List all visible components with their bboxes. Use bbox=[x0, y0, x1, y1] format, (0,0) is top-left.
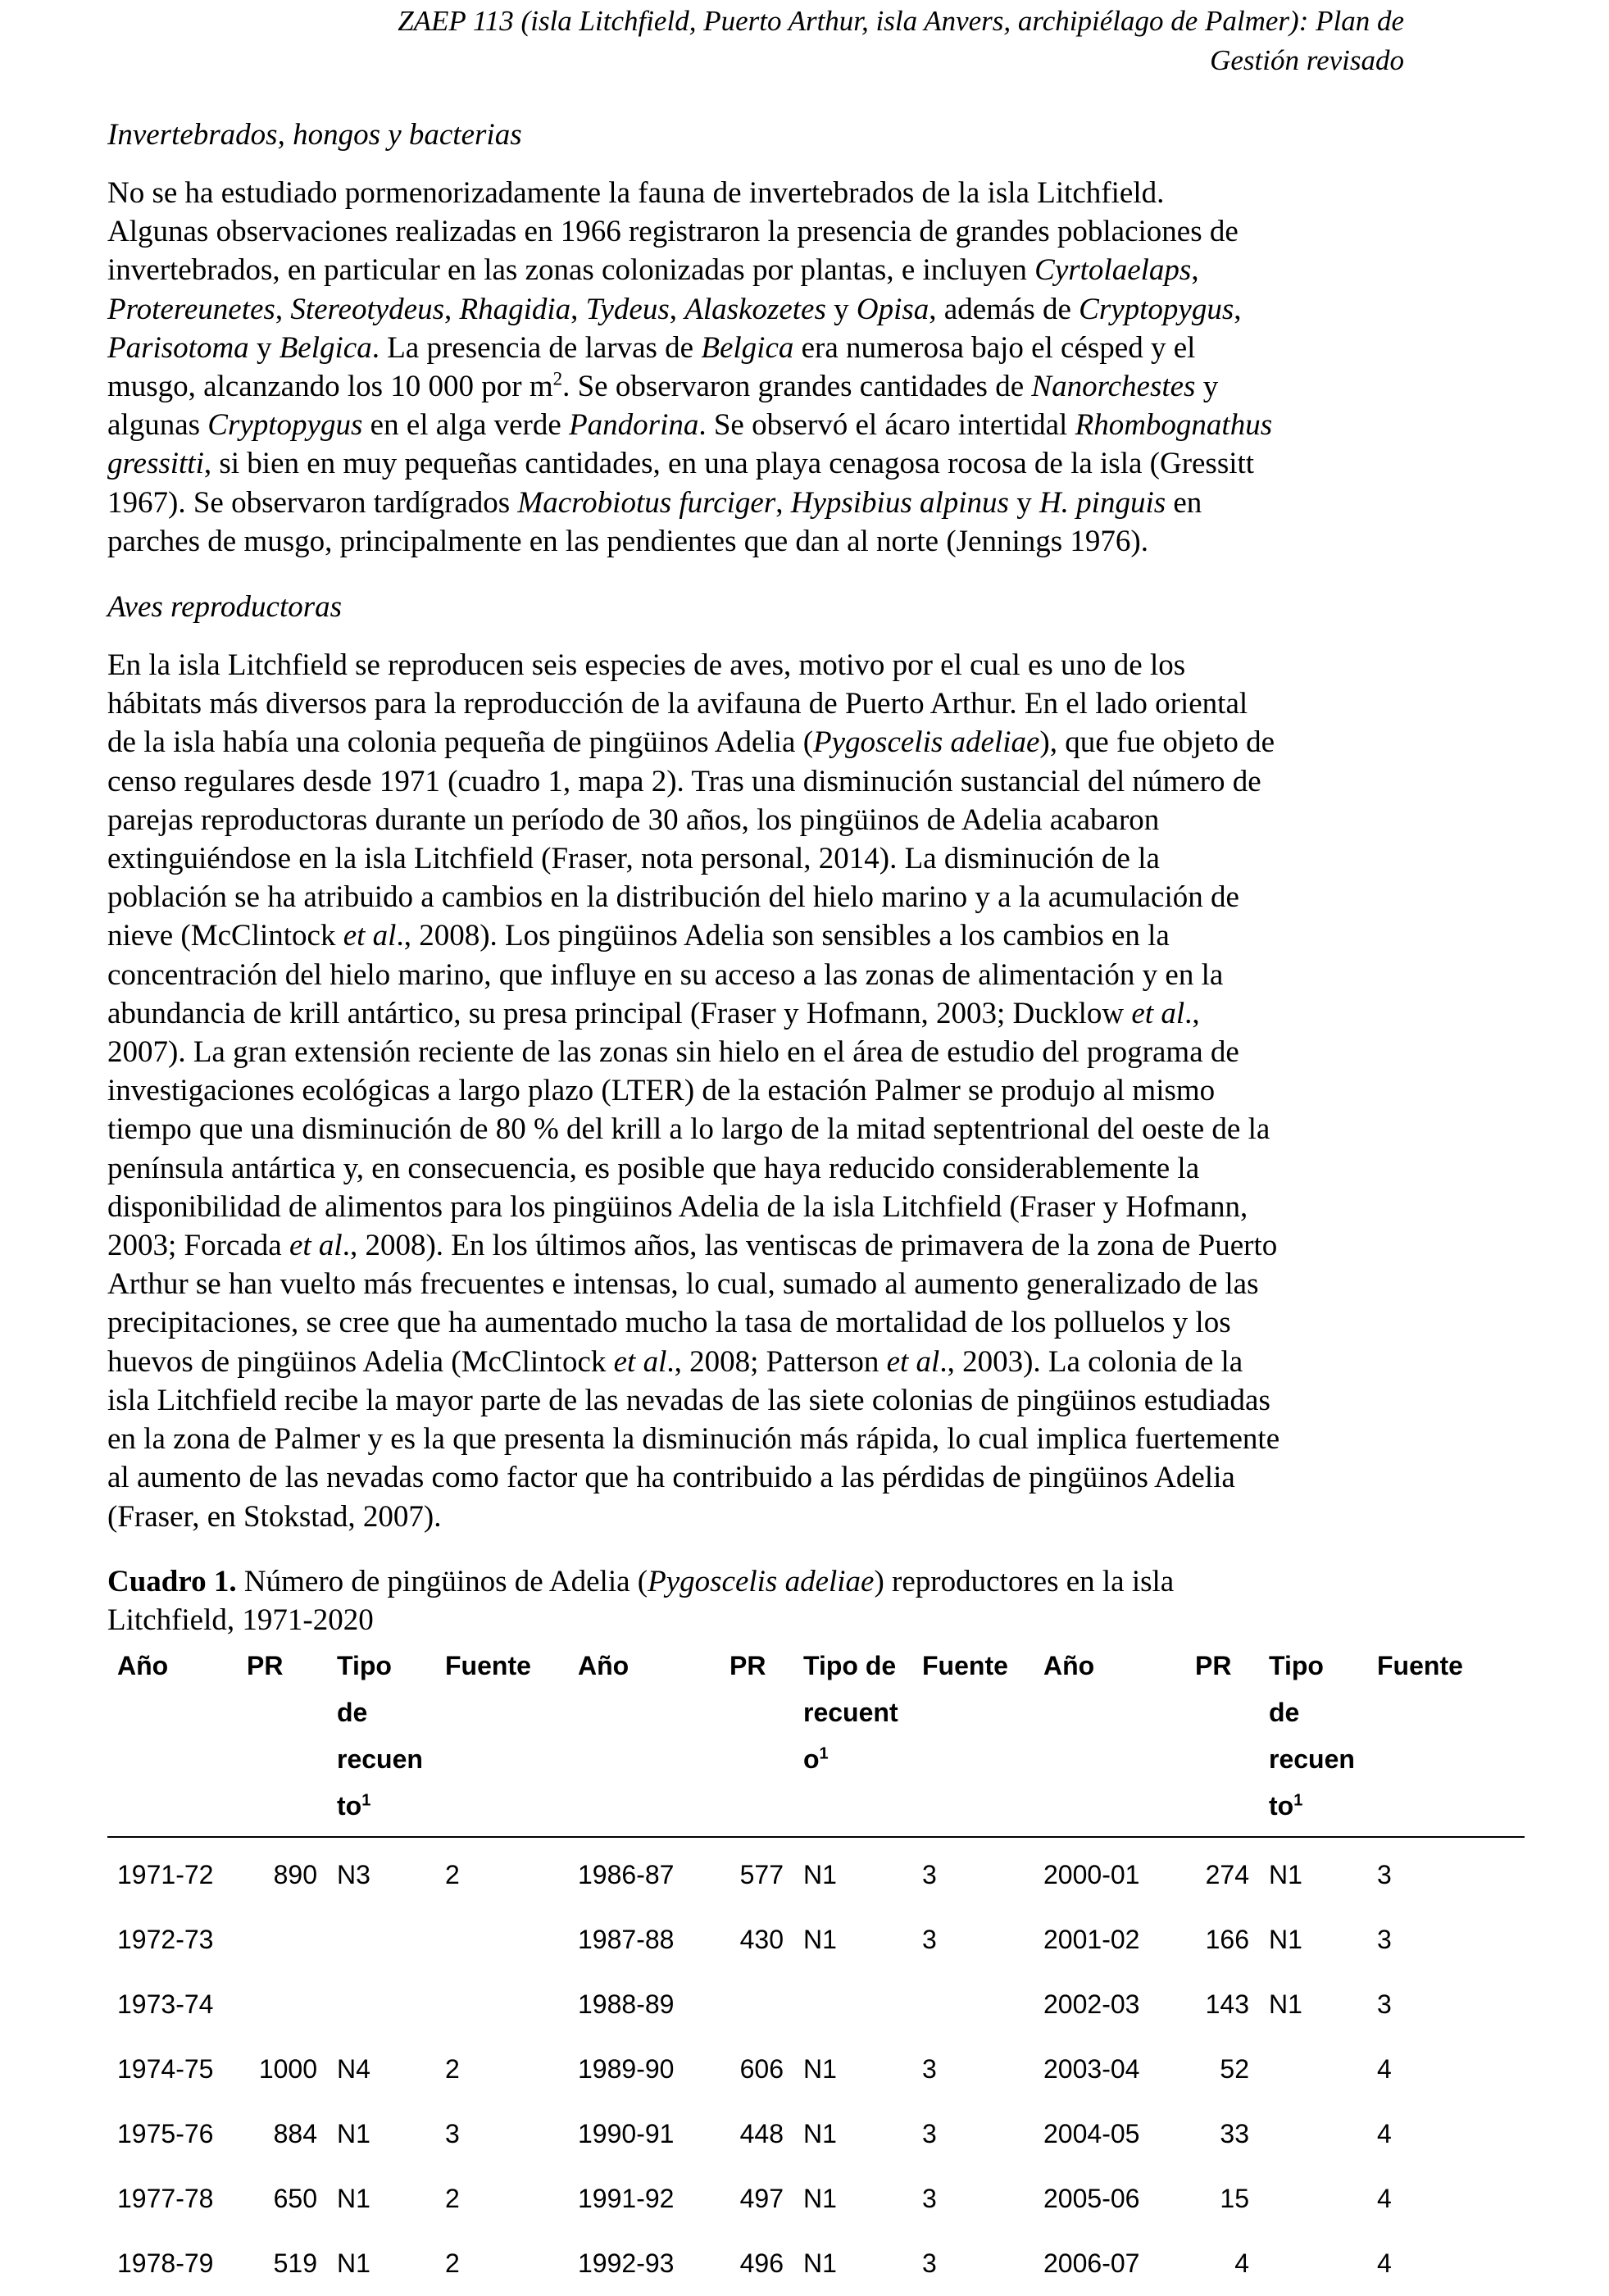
table-cell: 1991-92 bbox=[578, 2184, 675, 2213]
table-cell: N3 bbox=[337, 1860, 370, 1889]
breeding-birds-line: disponibilidad de alimentos para los pingüinos Adelia de la isla Litchfield (Fraser y Hofmann, bbox=[107, 1189, 1248, 1224]
table-cell: 1975-76 bbox=[117, 2119, 214, 2148]
table-cell: 274 bbox=[1205, 1860, 1249, 1889]
table-cell: N1 bbox=[337, 2248, 370, 2278]
column-header: PR bbox=[1185, 1639, 1259, 1837]
table-cell: 2 bbox=[445, 2184, 460, 2213]
table-cell: 2003-04 bbox=[1043, 2054, 1140, 2084]
table-cell bbox=[237, 1907, 327, 1972]
invertebrates-line: musgo, alcanzando los 10 000 por $m^2$. Se observaron grandes cantidades de Nanorchestes y bbox=[107, 368, 1219, 404]
table-cell bbox=[435, 1907, 568, 1972]
table-cell: 2 bbox=[445, 1860, 460, 1889]
table-row bbox=[107, 2037, 1525, 2102]
table-cell: 3 bbox=[922, 1860, 937, 1889]
table-cell bbox=[435, 1972, 568, 2037]
table-cell: 3 bbox=[922, 2119, 937, 2148]
column-header: Fuente bbox=[1367, 1639, 1525, 1837]
table-cell bbox=[1259, 2231, 1367, 2296]
breeding-birds-line: extinguiéndose en la isla Litchfield (Fraser, nota personal, 2014). La disminución de la bbox=[107, 842, 1160, 876]
section-title-invertebrates: Invertebrados, hongos y bacterias bbox=[107, 118, 522, 152]
table-cell: 497 bbox=[739, 2184, 784, 2213]
table-cell: N1 bbox=[337, 2119, 370, 2148]
table-row bbox=[107, 2231, 1525, 2296]
table-cell: 33 bbox=[1220, 2119, 1249, 2148]
breeding-birds-line: isla Litchfield recibe la mayor parte de las nevadas de las siete colonias de pingüinos estudiadas bbox=[107, 1383, 1270, 1417]
table-cell: N1 bbox=[803, 1860, 837, 1889]
table-cell bbox=[327, 1907, 435, 1972]
table-cell: 1977-78 bbox=[117, 2184, 214, 2213]
table-cell: 1992-93 bbox=[578, 2248, 675, 2278]
table-body bbox=[107, 1837, 1525, 2296]
table-cell: N1 bbox=[337, 2184, 370, 2213]
table-cell: 1972-73 bbox=[117, 1925, 214, 1954]
breeding-birds-line: En la isla Litchfield se reproducen seis especies de aves, motivo por el cual es uno de los bbox=[107, 648, 1186, 683]
table-cell: 3 bbox=[1377, 1860, 1392, 1889]
table-cell: 4 bbox=[1377, 2054, 1392, 2084]
table-cell: 2000-01 bbox=[1043, 1860, 1140, 1889]
table-row bbox=[107, 1837, 1525, 1907]
table-cell: 2002-03 bbox=[1043, 1989, 1140, 2019]
breeding-birds-line: abundancia de krill antártico, su presa principal (Fraser y Hofmann, 2003; Ducklow et al., bbox=[107, 996, 1200, 1030]
table-cell: 1974-75 bbox=[117, 2054, 214, 2084]
running-header bbox=[257, 2, 1404, 80]
table-row bbox=[107, 2102, 1525, 2166]
table-cell: 3 bbox=[922, 2054, 937, 2084]
table-cell: 519 bbox=[273, 2248, 317, 2278]
table-cell: 3 bbox=[922, 1925, 937, 1954]
caption-line: Litchfield, 1971-2020 bbox=[107, 1603, 374, 1637]
table-cell: N1 bbox=[1269, 1989, 1302, 2019]
header-line-1: ZAEP 113 (isla Litchfield, Puerto Arthur, isla Anvers, archipiélago de Palmer): Plan de bbox=[398, 5, 1404, 37]
table-cell bbox=[327, 1972, 435, 2037]
invertebrates-line: Algunas observaciones realizadas en 1966 registraron la presencia de grandes poblaciones de bbox=[107, 215, 1239, 249]
breeding-birds-line: tiempo que una disminución de 80 % del krill a lo largo de la mitad septentrional del oeste de la bbox=[107, 1112, 1270, 1147]
table-cell: N1 bbox=[803, 2119, 837, 2148]
table-cell: 52 bbox=[1220, 2054, 1249, 2084]
section-title-breeding-birds: Aves reproductoras bbox=[107, 590, 343, 625]
breeding-birds-line: censo regulares desde 1971 (cuadro 1, mapa 2). Tras una disminución sustancial del número de bbox=[107, 764, 1261, 798]
breeding-birds-line: en la zona de Palmer y es la que presenta la disminución más rápida, lo cual implica fuertemente bbox=[107, 1422, 1280, 1457]
breeding-birds-line: 2007). La gran extensión reciente de las zonas sin hielo en el área de estudio del programa de bbox=[107, 1035, 1239, 1070]
table-cell: 15 bbox=[1220, 2184, 1249, 2213]
table-cell: N1 bbox=[803, 1925, 837, 1954]
breeding-birds-line: población se ha atribuido a cambios en la distribución del hielo marino y a la acumulación de bbox=[107, 880, 1239, 915]
table-row bbox=[107, 1907, 1525, 1972]
penguin-count-table bbox=[107, 1639, 1525, 2296]
column-header: Fuente bbox=[435, 1639, 568, 1837]
invertebrates-line: Parisotoma y Belgica. La presencia de larvas de Belgica era numerosa bajo el césped y el bbox=[107, 330, 1196, 365]
table-cell: N4 bbox=[337, 2054, 370, 2084]
table-cell bbox=[1259, 2102, 1367, 2166]
table-cell: 3 bbox=[922, 2184, 937, 2213]
table-cell: 2005-06 bbox=[1043, 2184, 1140, 2213]
table-cell bbox=[1259, 2166, 1367, 2231]
header-line-2: Gestión revisado bbox=[1210, 44, 1404, 76]
table-cell: 2 bbox=[445, 2054, 460, 2084]
breeding-birds-line: 2003; Forcada et al., 2008). En los últimos años, las ventiscas de primavera de la zona de Puerto bbox=[107, 1229, 1278, 1263]
table-cell: 2001-02 bbox=[1043, 1925, 1140, 1954]
table-cell: 2 bbox=[445, 2248, 460, 2278]
table-cell: 1000 bbox=[258, 2054, 317, 2084]
table-cell: 884 bbox=[273, 2119, 317, 2148]
breeding-birds-line: nieve (McClintock et al., 2008). Los pingüinos Adelia son sensibles a los cambios en la bbox=[107, 919, 1170, 953]
column-header: Año bbox=[1034, 1639, 1185, 1837]
paragraph-invertebrates bbox=[107, 174, 1419, 561]
table-cell bbox=[912, 1972, 1034, 2037]
table-cell: 430 bbox=[739, 1925, 784, 1954]
table-caption bbox=[107, 1562, 1419, 1639]
table-cell: N1 bbox=[803, 2248, 837, 2278]
table-cell: 166 bbox=[1205, 1925, 1249, 1954]
column-header: PR bbox=[720, 1639, 793, 1837]
table-row bbox=[107, 2166, 1525, 2231]
table-cell: 3 bbox=[1377, 1925, 1392, 1954]
table-cell bbox=[1259, 2037, 1367, 2102]
breeding-birds-line: (Fraser, en Stokstad, 2007). bbox=[107, 1499, 442, 1534]
table-cell: 1986-87 bbox=[578, 1860, 675, 1889]
table-cell: 4 bbox=[1377, 2119, 1392, 2148]
breeding-birds-line: investigaciones ecológicas a largo plazo (LTER) de la estación Palmer se produjo al mismo bbox=[107, 1074, 1216, 1108]
table-cell bbox=[720, 1972, 793, 2037]
table-cell: 3 bbox=[1377, 1989, 1392, 2019]
invertebrates-line: algunas Cryptopygus en el alga verde Pandorina. Se observó el ácaro intertidal Rhombognathus bbox=[107, 408, 1273, 443]
invertebrates-line: 1967). Se observaron tardígrados Macrobiotus furciger, Hypsibius alpinus y H. pinguis en bbox=[107, 485, 1202, 520]
breeding-birds-line: al aumento de las nevadas como factor que ha contribuido a las pérdidas de pingüinos Adelia bbox=[107, 1461, 1235, 1495]
table-cell: 650 bbox=[273, 2184, 317, 2213]
breeding-birds-line: Arthur se han vuelto más frecuentes e intensas, lo cual, sumado al aumento generalizado de las bbox=[107, 1267, 1259, 1302]
column-header: PR bbox=[237, 1639, 327, 1837]
table-cell: 4 bbox=[1234, 2248, 1249, 2278]
table-cell: 143 bbox=[1205, 1989, 1249, 2019]
table-cell: 448 bbox=[739, 2119, 784, 2148]
table-cell: 1973-74 bbox=[117, 1989, 214, 2019]
column-header: Año bbox=[107, 1639, 237, 1837]
column-header: Año bbox=[568, 1639, 720, 1837]
caption-line: Cuadro 1. Número de pingüinos de Adelia (Pygoscelis adeliae) reproductores en la isla bbox=[107, 1564, 1175, 1598]
table-cell: 1987-88 bbox=[578, 1925, 675, 1954]
column-header: Tipo de recuent $o^1$ bbox=[793, 1639, 912, 1837]
table-cell: 1971-72 bbox=[117, 1860, 214, 1889]
table-cell bbox=[237, 1972, 327, 2037]
table-cell: 577 bbox=[739, 1860, 784, 1889]
table-cell: 1988-89 bbox=[578, 1989, 675, 2019]
document-body bbox=[107, 115, 1419, 1639]
table-cell: 3 bbox=[445, 2119, 460, 2148]
column-header: Fuente bbox=[912, 1639, 1034, 1837]
table-cell: 2004-05 bbox=[1043, 2119, 1140, 2148]
breeding-birds-line: concentración del hielo marino, que influye en su acceso a las zonas de alimentación y en la bbox=[107, 957, 1224, 992]
table-cell: 606 bbox=[739, 2054, 784, 2084]
breeding-birds-line: península antártica y, en consecuencia, es posible que haya reducido considerablemente la bbox=[107, 1151, 1200, 1185]
invertebrates-line: Protereunetes, Stereotydeus, Rhagidia, Tydeus, Alaskozetes y Opisa, además de Cryptopygus, bbox=[107, 292, 1242, 326]
table-header-row bbox=[107, 1639, 1525, 1837]
table-cell: 4 bbox=[1377, 2184, 1392, 2213]
breeding-birds-line: hábitats más diversos para la reproducción de la avifauna de Puerto Arthur. En el lado oriental bbox=[107, 687, 1248, 721]
table-cell: 4 bbox=[1377, 2248, 1392, 2278]
table-cell: 2006-07 bbox=[1043, 2248, 1140, 2278]
breeding-birds-line: parejas reproductoras durante un período de 30 años, los pingüinos de Adelia acabaron bbox=[107, 802, 1160, 837]
table-cell: N1 bbox=[1269, 1860, 1302, 1889]
table-cell: 3 bbox=[922, 2248, 937, 2278]
column-header: Tipo de recuen $to^1$ bbox=[327, 1639, 435, 1837]
invertebrates-line: No se ha estudiado pormenorizadamente la fauna de invertebrados de la isla Litchfield. bbox=[107, 176, 1165, 210]
paragraph-breeding-birds bbox=[107, 646, 1419, 1536]
table-cell: 890 bbox=[273, 1860, 317, 1889]
column-header: Tipo de recuen $to^1$ bbox=[1259, 1639, 1367, 1837]
table-cell: 496 bbox=[739, 2248, 784, 2278]
table-cell: N1 bbox=[803, 2054, 837, 2084]
invertebrates-line: parches de musgo, principalmente en las pendientes que dan al norte (Jennings 1976). bbox=[107, 524, 1148, 558]
table-cell: 1990-91 bbox=[578, 2119, 675, 2148]
table-cell: 1978-79 bbox=[117, 2248, 214, 2278]
breeding-birds-line: de la isla había una colonia pequeña de pingüinos Adelia (Pygoscelis adeliae), que fue objeto de bbox=[107, 725, 1275, 760]
invertebrates-line: gressitti, si bien en muy pequeñas cantidades, en una playa cenagosa rocosa de la isla (Gressitt bbox=[107, 447, 1255, 481]
invertebrates-line: invertebrados, en particular en las zonas colonizadas por plantas, e incluyen Cyrtolaelaps, bbox=[107, 253, 1199, 288]
table-cell: N1 bbox=[1269, 1925, 1302, 1954]
table-cell bbox=[793, 1972, 912, 2037]
table-cell: 1989-90 bbox=[578, 2054, 675, 2084]
breeding-birds-line: huevos de pingüinos Adelia (McClintock et al., 2008; Patterson et al., 2003). La colonia de la bbox=[107, 1344, 1243, 1379]
table-cell: N1 bbox=[803, 2184, 837, 2213]
table-row bbox=[107, 1972, 1525, 2037]
breeding-birds-line: precipitaciones, se cree que ha aumentado mucho la tasa de mortalidad de los polluelos y los bbox=[107, 1306, 1231, 1340]
